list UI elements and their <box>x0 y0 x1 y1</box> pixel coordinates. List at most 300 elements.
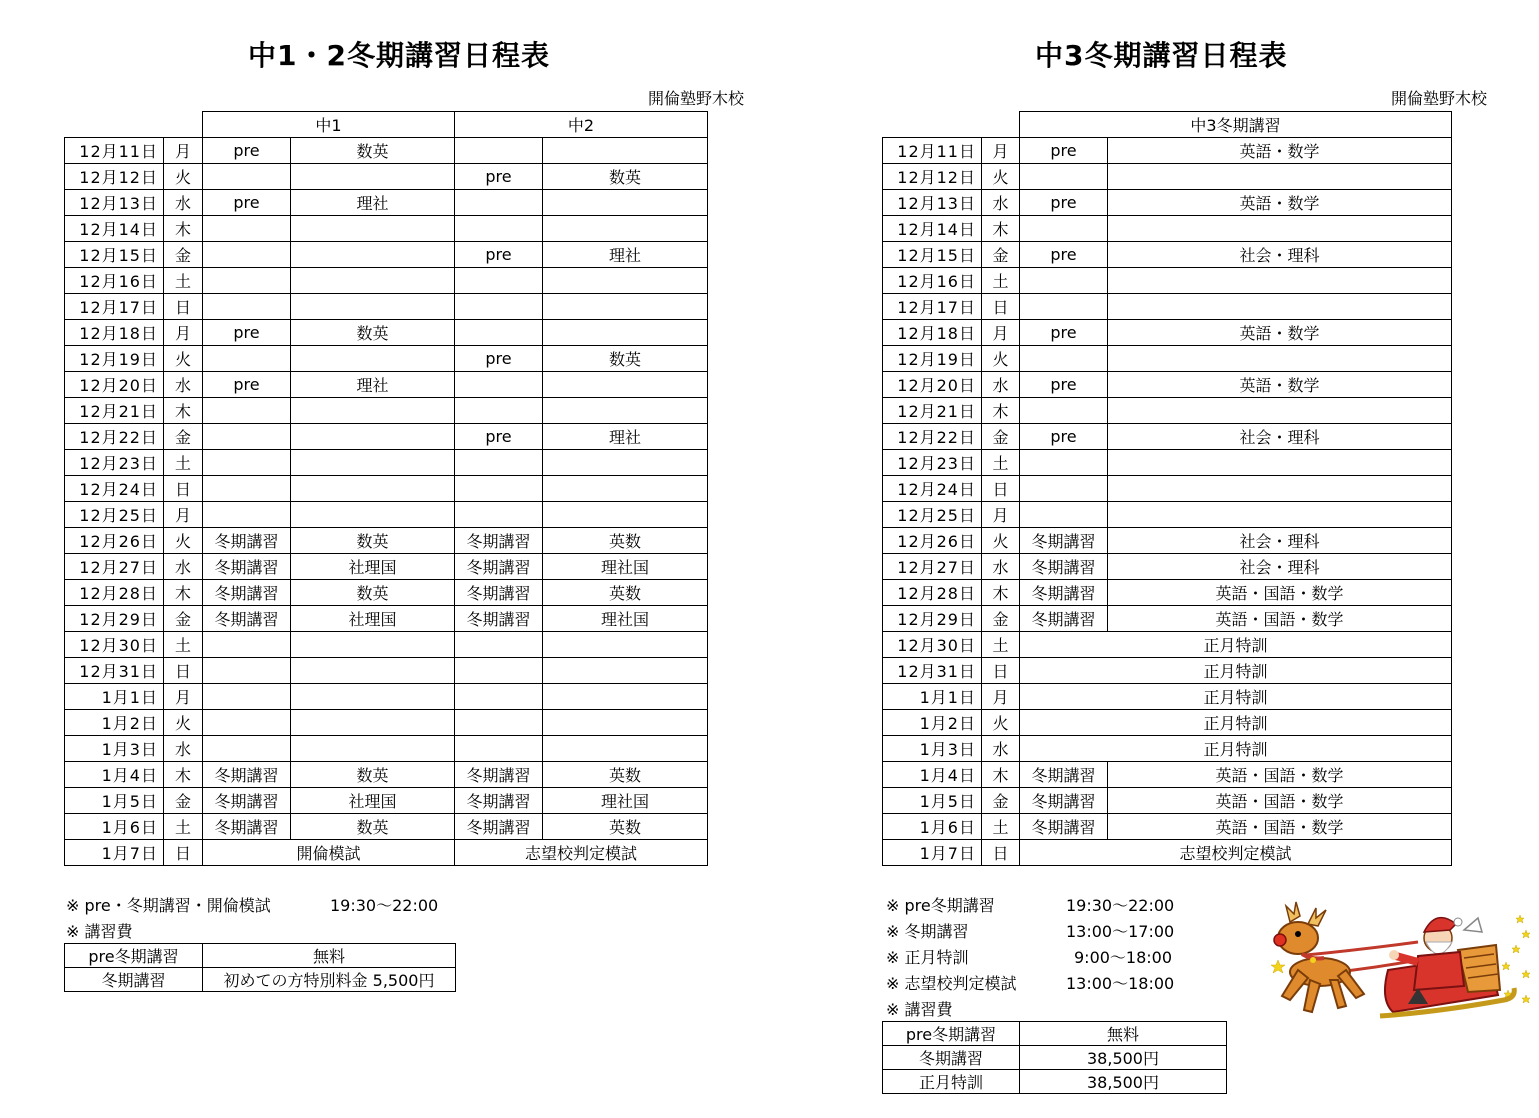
grade1-subject-cell <box>291 216 455 242</box>
grade1-session-cell <box>203 164 291 190</box>
date-cell: 1月5日 <box>883 788 982 814</box>
note-label: ※ 志望校判定模試 <box>886 974 1017 993</box>
grade2-session-cell <box>455 138 543 164</box>
date-cell: 12月11日 <box>65 138 164 164</box>
grade2-subject-cell <box>543 710 708 736</box>
grade1-session-cell <box>203 736 291 762</box>
grade3-subject-cell: 英語・国語・数学 <box>1108 580 1452 606</box>
grade3-subject-cell: 英語・国語・数学 <box>1108 788 1452 814</box>
weekday-cell: 土 <box>982 814 1020 840</box>
table-row <box>65 606 708 632</box>
table-row <box>883 164 1452 190</box>
date-cell: 12月24日 <box>65 476 164 502</box>
grade1-session-cell <box>203 424 291 450</box>
schedule-table-grade12 <box>64 111 708 866</box>
table-row <box>65 710 708 736</box>
note-time: 9:00～18:00 <box>1074 948 1173 967</box>
grade3-session-cell: pre <box>1020 424 1108 450</box>
note-line <box>66 893 526 916</box>
weekday-cell: 水 <box>982 372 1020 398</box>
grade3-subject-cell: 英語・数学 <box>1108 320 1452 346</box>
grade3-subject-cell: 英語・数学 <box>1108 372 1452 398</box>
grade2-session-cell: 冬期講習 <box>455 528 543 554</box>
fee-row <box>883 1070 1227 1094</box>
weekday-cell: 水 <box>164 190 203 216</box>
date-cell: 12月25日 <box>883 502 982 528</box>
grade2-session-cell <box>455 190 543 216</box>
grade3-subject-cell: 社会・理科 <box>1108 554 1452 580</box>
grade2-subject-cell: 英数 <box>543 580 708 606</box>
santa-sleigh-reindeer-icon <box>1268 900 1538 1040</box>
table-row <box>883 450 1452 476</box>
weekday-cell: 火 <box>164 346 203 372</box>
date-cell: 1月6日 <box>65 814 164 840</box>
grade2-subject-cell: 数英 <box>543 346 708 372</box>
table-row <box>883 216 1452 242</box>
grade1-subject-cell: 社理国 <box>291 788 455 814</box>
grade3-session-cell <box>1020 502 1108 528</box>
grade3-session-cell <box>1020 216 1108 242</box>
page-title-grade3: 中3冬期講習日程表 <box>1035 39 1288 72</box>
note-time: 13:00～18:00 <box>1066 974 1175 993</box>
grade2-subject-cell <box>543 138 708 164</box>
grade2-session-cell <box>455 502 543 528</box>
date-cell: 12月25日 <box>65 502 164 528</box>
weekday-cell: 金 <box>982 242 1020 268</box>
grade2-subject-cell <box>543 684 708 710</box>
header-grade1: 中1 <box>203 112 455 138</box>
date-cell: 12月29日 <box>65 606 164 632</box>
weekday-cell: 水 <box>982 190 1020 216</box>
schedule-table-grade3 <box>882 111 1452 866</box>
grade3-session-cell: 冬期講習 <box>1020 528 1108 554</box>
weekday-cell: 日 <box>164 476 203 502</box>
grade3-event-cell: 正月特訓 <box>1020 710 1452 736</box>
table-row <box>65 372 708 398</box>
grade1-subject-cell <box>291 736 455 762</box>
grade3-session-cell <box>1020 450 1108 476</box>
header-grade2: 中2 <box>455 112 708 138</box>
school-name-left: 開倫塾野木校 <box>648 89 745 108</box>
date-cell: 1月5日 <box>65 788 164 814</box>
date-cell: 1月1日 <box>65 684 164 710</box>
grade2-session-cell <box>455 398 543 424</box>
table-row <box>883 788 1452 814</box>
weekday-cell: 水 <box>982 736 1020 762</box>
date-cell: 12月28日 <box>65 580 164 606</box>
date-cell: 12月15日 <box>65 242 164 268</box>
table-row <box>883 736 1452 762</box>
table-header-row <box>65 112 708 138</box>
grade1-subject-cell: 社理国 <box>291 554 455 580</box>
grade2-session-cell <box>455 476 543 502</box>
table-row <box>65 840 708 866</box>
table-row <box>883 502 1452 528</box>
weekday-cell: 木 <box>164 580 203 606</box>
grade1-subject-cell <box>291 658 455 684</box>
grade3-session-cell: 冬期講習 <box>1020 814 1108 840</box>
date-cell: 12月30日 <box>883 632 982 658</box>
table-row <box>65 450 708 476</box>
grade1-session-cell <box>203 294 291 320</box>
grade3-event-cell: 正月特訓 <box>1020 658 1452 684</box>
grade1-exam-cell: 開倫模試 <box>203 840 455 866</box>
grade2-subject-cell: 理社国 <box>543 606 708 632</box>
table-row <box>883 632 1452 658</box>
weekday-cell: 月 <box>164 684 203 710</box>
date-cell: 1月1日 <box>883 684 982 710</box>
grade3-event-cell: 正月特訓 <box>1020 632 1452 658</box>
date-cell: 1月4日 <box>65 762 164 788</box>
date-cell: 12月20日 <box>65 372 164 398</box>
grade2-session-cell: 冬期講習 <box>455 554 543 580</box>
date-cell: 1月6日 <box>883 814 982 840</box>
header-grade3: 中3冬期講習 <box>1020 112 1452 138</box>
grade1-session-cell: 冬期講習 <box>203 762 291 788</box>
grade2-session-cell: 冬期講習 <box>455 814 543 840</box>
grade1-session-cell <box>203 476 291 502</box>
grade3-subject-cell: 英語・数学 <box>1108 138 1452 164</box>
table-row <box>65 554 708 580</box>
grade2-subject-cell <box>543 736 708 762</box>
table-row <box>883 580 1452 606</box>
weekday-cell: 土 <box>982 632 1020 658</box>
grade2-subject-cell <box>543 190 708 216</box>
grade1-session-cell: 冬期講習 <box>203 606 291 632</box>
weekday-cell: 火 <box>982 528 1020 554</box>
table-row <box>883 320 1452 346</box>
table-row <box>883 372 1452 398</box>
weekday-cell: 日 <box>982 840 1020 866</box>
date-cell: 12月12日 <box>65 164 164 190</box>
grade2-session-cell <box>455 684 543 710</box>
date-cell: 12月18日 <box>65 320 164 346</box>
table-row <box>65 138 708 164</box>
grade2-subject-cell <box>543 398 708 424</box>
grade2-session-cell <box>455 372 543 398</box>
weekday-cell: 日 <box>164 840 203 866</box>
weekday-cell: 土 <box>164 814 203 840</box>
fee-item-cell: 冬期講習 <box>883 1046 1020 1070</box>
table-row <box>65 424 708 450</box>
weekday-cell: 水 <box>982 554 1020 580</box>
grade1-session-cell <box>203 216 291 242</box>
fee-row <box>883 1046 1227 1070</box>
table-header-row <box>883 112 1452 138</box>
fee-price-cell: 初めての方特別料金 5,500円 <box>203 968 456 992</box>
grade3-subject-cell: 英語・国語・数学 <box>1108 762 1452 788</box>
school-name-right: 開倫塾野木校 <box>1391 89 1488 108</box>
grade2-session-cell: pre <box>455 346 543 372</box>
grade2-session-cell: 冬期講習 <box>455 580 543 606</box>
grade1-session-cell: pre <box>203 190 291 216</box>
weekday-cell: 月 <box>164 502 203 528</box>
grade3-subject-cell <box>1108 216 1452 242</box>
table-row <box>883 346 1452 372</box>
grade3-session-cell: 冬期講習 <box>1020 762 1108 788</box>
date-cell: 12月13日 <box>883 190 982 216</box>
date-cell: 12月21日 <box>65 398 164 424</box>
fee-price-cell: 無料 <box>203 944 456 968</box>
note-label: ※ pre・冬期講習・開倫模試 <box>66 896 271 915</box>
grade1-subject-cell: 理社 <box>291 190 455 216</box>
weekday-cell: 土 <box>982 268 1020 294</box>
fee-item-cell: pre冬期講習 <box>65 944 203 968</box>
weekday-cell: 日 <box>982 658 1020 684</box>
grade2-session-cell <box>455 294 543 320</box>
weekday-cell: 土 <box>164 268 203 294</box>
weekday-cell: 火 <box>164 164 203 190</box>
table-row <box>883 268 1452 294</box>
table-row <box>65 580 708 606</box>
grade3-subject-cell <box>1108 268 1452 294</box>
grade2-subject-cell <box>543 632 708 658</box>
date-cell: 1月3日 <box>883 736 982 762</box>
table-row <box>883 242 1452 268</box>
weekday-cell: 日 <box>982 476 1020 502</box>
weekday-cell: 木 <box>164 216 203 242</box>
table-row <box>65 684 708 710</box>
date-cell: 1月7日 <box>883 840 982 866</box>
grade2-session-cell <box>455 450 543 476</box>
fee-item-cell: pre冬期講習 <box>883 1022 1020 1046</box>
table-row <box>65 268 708 294</box>
grade3-subject-cell: 英語・国語・数学 <box>1108 814 1452 840</box>
table-row <box>883 814 1452 840</box>
fee-row <box>65 944 456 968</box>
table-row <box>65 814 708 840</box>
date-cell: 12月19日 <box>65 346 164 372</box>
weekday-cell: 月 <box>982 320 1020 346</box>
date-cell: 12月23日 <box>65 450 164 476</box>
grade1-subject-cell <box>291 424 455 450</box>
table-row <box>883 190 1452 216</box>
note-time: 19:30～22:00 <box>330 896 439 915</box>
grade2-subject-cell <box>543 502 708 528</box>
grade3-subject-cell: 社会・理科 <box>1108 528 1452 554</box>
grade2-subject-cell: 英数 <box>543 762 708 788</box>
weekday-cell: 月 <box>164 138 203 164</box>
date-cell: 12月28日 <box>883 580 982 606</box>
date-cell: 12月26日 <box>65 528 164 554</box>
date-cell: 12月17日 <box>883 294 982 320</box>
grade3-session-cell <box>1020 164 1108 190</box>
date-cell: 12月11日 <box>883 138 982 164</box>
date-cell: 12月31日 <box>65 658 164 684</box>
grade3-subject-cell: 英語・国語・数学 <box>1108 606 1452 632</box>
grade3-session-cell: pre <box>1020 190 1108 216</box>
grade3-session-cell <box>1020 346 1108 372</box>
grade3-event-cell: 正月特訓 <box>1020 736 1452 762</box>
grade1-subject-cell <box>291 268 455 294</box>
table-row <box>65 632 708 658</box>
date-cell: 12月27日 <box>883 554 982 580</box>
grade2-subject-cell <box>543 372 708 398</box>
grade1-session-cell: pre <box>203 320 291 346</box>
grade1-session-cell <box>203 450 291 476</box>
weekday-cell: 火 <box>982 346 1020 372</box>
weekday-cell: 月 <box>164 320 203 346</box>
grade1-subject-cell: 数英 <box>291 762 455 788</box>
grade3-event-cell: 正月特訓 <box>1020 684 1452 710</box>
table-row <box>65 190 708 216</box>
grade2-subject-cell: 理社国 <box>543 554 708 580</box>
grade3-subject-cell <box>1108 502 1452 528</box>
weekday-cell: 水 <box>164 554 203 580</box>
grade2-session-cell: pre <box>455 424 543 450</box>
table-row <box>883 606 1452 632</box>
grade1-subject-cell <box>291 346 455 372</box>
grade1-session-cell: pre <box>203 138 291 164</box>
weekday-cell: 土 <box>164 450 203 476</box>
grade2-session-cell: pre <box>455 242 543 268</box>
fee-table-grade3 <box>882 1021 1227 1094</box>
table-row <box>65 788 708 814</box>
grade1-subject-cell: 数英 <box>291 528 455 554</box>
weekday-cell: 金 <box>982 424 1020 450</box>
weekday-cell: 木 <box>164 398 203 424</box>
grade2-subject-cell: 英数 <box>543 814 708 840</box>
table-row <box>883 476 1452 502</box>
weekday-cell: 土 <box>164 632 203 658</box>
grade2-subject-cell <box>543 658 708 684</box>
note-label: ※ 冬期講習 <box>886 922 969 941</box>
grade1-session-cell: 冬期講習 <box>203 814 291 840</box>
grade2-subject-cell <box>543 294 708 320</box>
weekday-cell: 日 <box>982 294 1020 320</box>
grade1-session-cell <box>203 658 291 684</box>
grade1-subject-cell: 理社 <box>291 372 455 398</box>
grade3-session-cell: pre <box>1020 372 1108 398</box>
date-cell: 1月3日 <box>65 736 164 762</box>
grade2-session-cell: 冬期講習 <box>455 788 543 814</box>
grade3-subject-cell <box>1108 294 1452 320</box>
grade1-session-cell <box>203 346 291 372</box>
weekday-cell: 木 <box>982 580 1020 606</box>
grade1-subject-cell: 数英 <box>291 320 455 346</box>
weekday-cell: 木 <box>982 216 1020 242</box>
table-row <box>65 398 708 424</box>
note-label: ※ 正月特訓 <box>886 948 969 967</box>
date-cell: 12月21日 <box>883 398 982 424</box>
grade2-session-cell <box>455 710 543 736</box>
grade2-subject-cell <box>543 216 708 242</box>
date-cell: 1月2日 <box>883 710 982 736</box>
table-row <box>65 476 708 502</box>
page-title-grade12: 中1・2冬期講習日程表 <box>248 39 550 72</box>
grade3-session-cell: 冬期講習 <box>1020 554 1108 580</box>
weekday-cell: 日 <box>164 294 203 320</box>
grade1-subject-cell <box>291 502 455 528</box>
grade3-session-cell <box>1020 476 1108 502</box>
table-row <box>65 164 708 190</box>
fee-item-cell: 冬期講習 <box>65 968 203 992</box>
date-cell: 12月14日 <box>65 216 164 242</box>
weekday-cell: 木 <box>982 398 1020 424</box>
date-cell: 12月20日 <box>883 372 982 398</box>
grade3-session-cell: 冬期講習 <box>1020 580 1108 606</box>
grade2-session-cell <box>455 736 543 762</box>
grade2-subject-cell: 理社 <box>543 242 708 268</box>
grade2-subject-cell <box>543 450 708 476</box>
grade2-session-cell: pre <box>455 164 543 190</box>
grade3-session-cell: pre <box>1020 242 1108 268</box>
grade3-subject-cell: 社会・理科 <box>1108 242 1452 268</box>
fee-item-cell: 正月特訓 <box>883 1070 1020 1094</box>
grade1-session-cell <box>203 242 291 268</box>
grade1-session-cell: pre <box>203 372 291 398</box>
weekday-cell: 火 <box>164 710 203 736</box>
fee-price-cell: 38,500円 <box>1020 1070 1227 1094</box>
weekday-cell: 日 <box>164 658 203 684</box>
grade2-session-cell: 冬期講習 <box>455 762 543 788</box>
grade2-subject-cell: 理社国 <box>543 788 708 814</box>
weekday-cell: 火 <box>982 710 1020 736</box>
note-time: 19:30～22:00 <box>1066 896 1175 915</box>
grade2-session-cell <box>455 632 543 658</box>
table-row <box>65 736 708 762</box>
date-cell: 1月4日 <box>883 762 982 788</box>
weekday-cell: 木 <box>164 762 203 788</box>
note-line <box>66 919 526 942</box>
table-row <box>65 658 708 684</box>
table-row <box>883 710 1452 736</box>
grade1-session-cell <box>203 710 291 736</box>
weekday-cell: 水 <box>164 736 203 762</box>
grade1-subject-cell <box>291 164 455 190</box>
table-row <box>65 502 708 528</box>
grade1-session-cell <box>203 632 291 658</box>
weekday-cell: 木 <box>982 762 1020 788</box>
grade1-subject-cell <box>291 398 455 424</box>
date-cell: 12月17日 <box>65 294 164 320</box>
date-cell: 1月7日 <box>65 840 164 866</box>
grade2-subject-cell: 数英 <box>543 164 708 190</box>
weekday-cell: 水 <box>164 372 203 398</box>
date-cell: 12月15日 <box>883 242 982 268</box>
weekday-cell: 金 <box>164 788 203 814</box>
date-cell: 12月22日 <box>65 424 164 450</box>
grade2-session-cell <box>455 658 543 684</box>
grade1-session-cell <box>203 502 291 528</box>
grade3-subject-cell: 英語・数学 <box>1108 190 1452 216</box>
date-cell: 12月16日 <box>65 268 164 294</box>
table-row <box>883 840 1452 866</box>
grade3-session-cell <box>1020 294 1108 320</box>
grade3-session-cell <box>1020 398 1108 424</box>
grade2-session-cell <box>455 216 543 242</box>
table-row <box>883 398 1452 424</box>
grade3-subject-cell <box>1108 346 1452 372</box>
date-cell: 12月23日 <box>883 450 982 476</box>
table-row <box>883 138 1452 164</box>
grade3-session-cell: pre <box>1020 138 1108 164</box>
grade3-subject-cell <box>1108 476 1452 502</box>
weekday-cell: 月 <box>982 138 1020 164</box>
weekday-cell: 金 <box>982 788 1020 814</box>
weekday-cell: 金 <box>164 242 203 268</box>
table-row <box>65 346 708 372</box>
grade3-subject-cell: 社会・理科 <box>1108 424 1452 450</box>
weekday-cell: 金 <box>164 606 203 632</box>
grade3-session-cell: 冬期講習 <box>1020 606 1108 632</box>
grade1-subject-cell: 数英 <box>291 814 455 840</box>
grade1-subject-cell <box>291 476 455 502</box>
grade1-subject-cell <box>291 632 455 658</box>
grade1-session-cell: 冬期講習 <box>203 528 291 554</box>
weekday-cell: 火 <box>164 528 203 554</box>
grade2-session-cell <box>455 268 543 294</box>
